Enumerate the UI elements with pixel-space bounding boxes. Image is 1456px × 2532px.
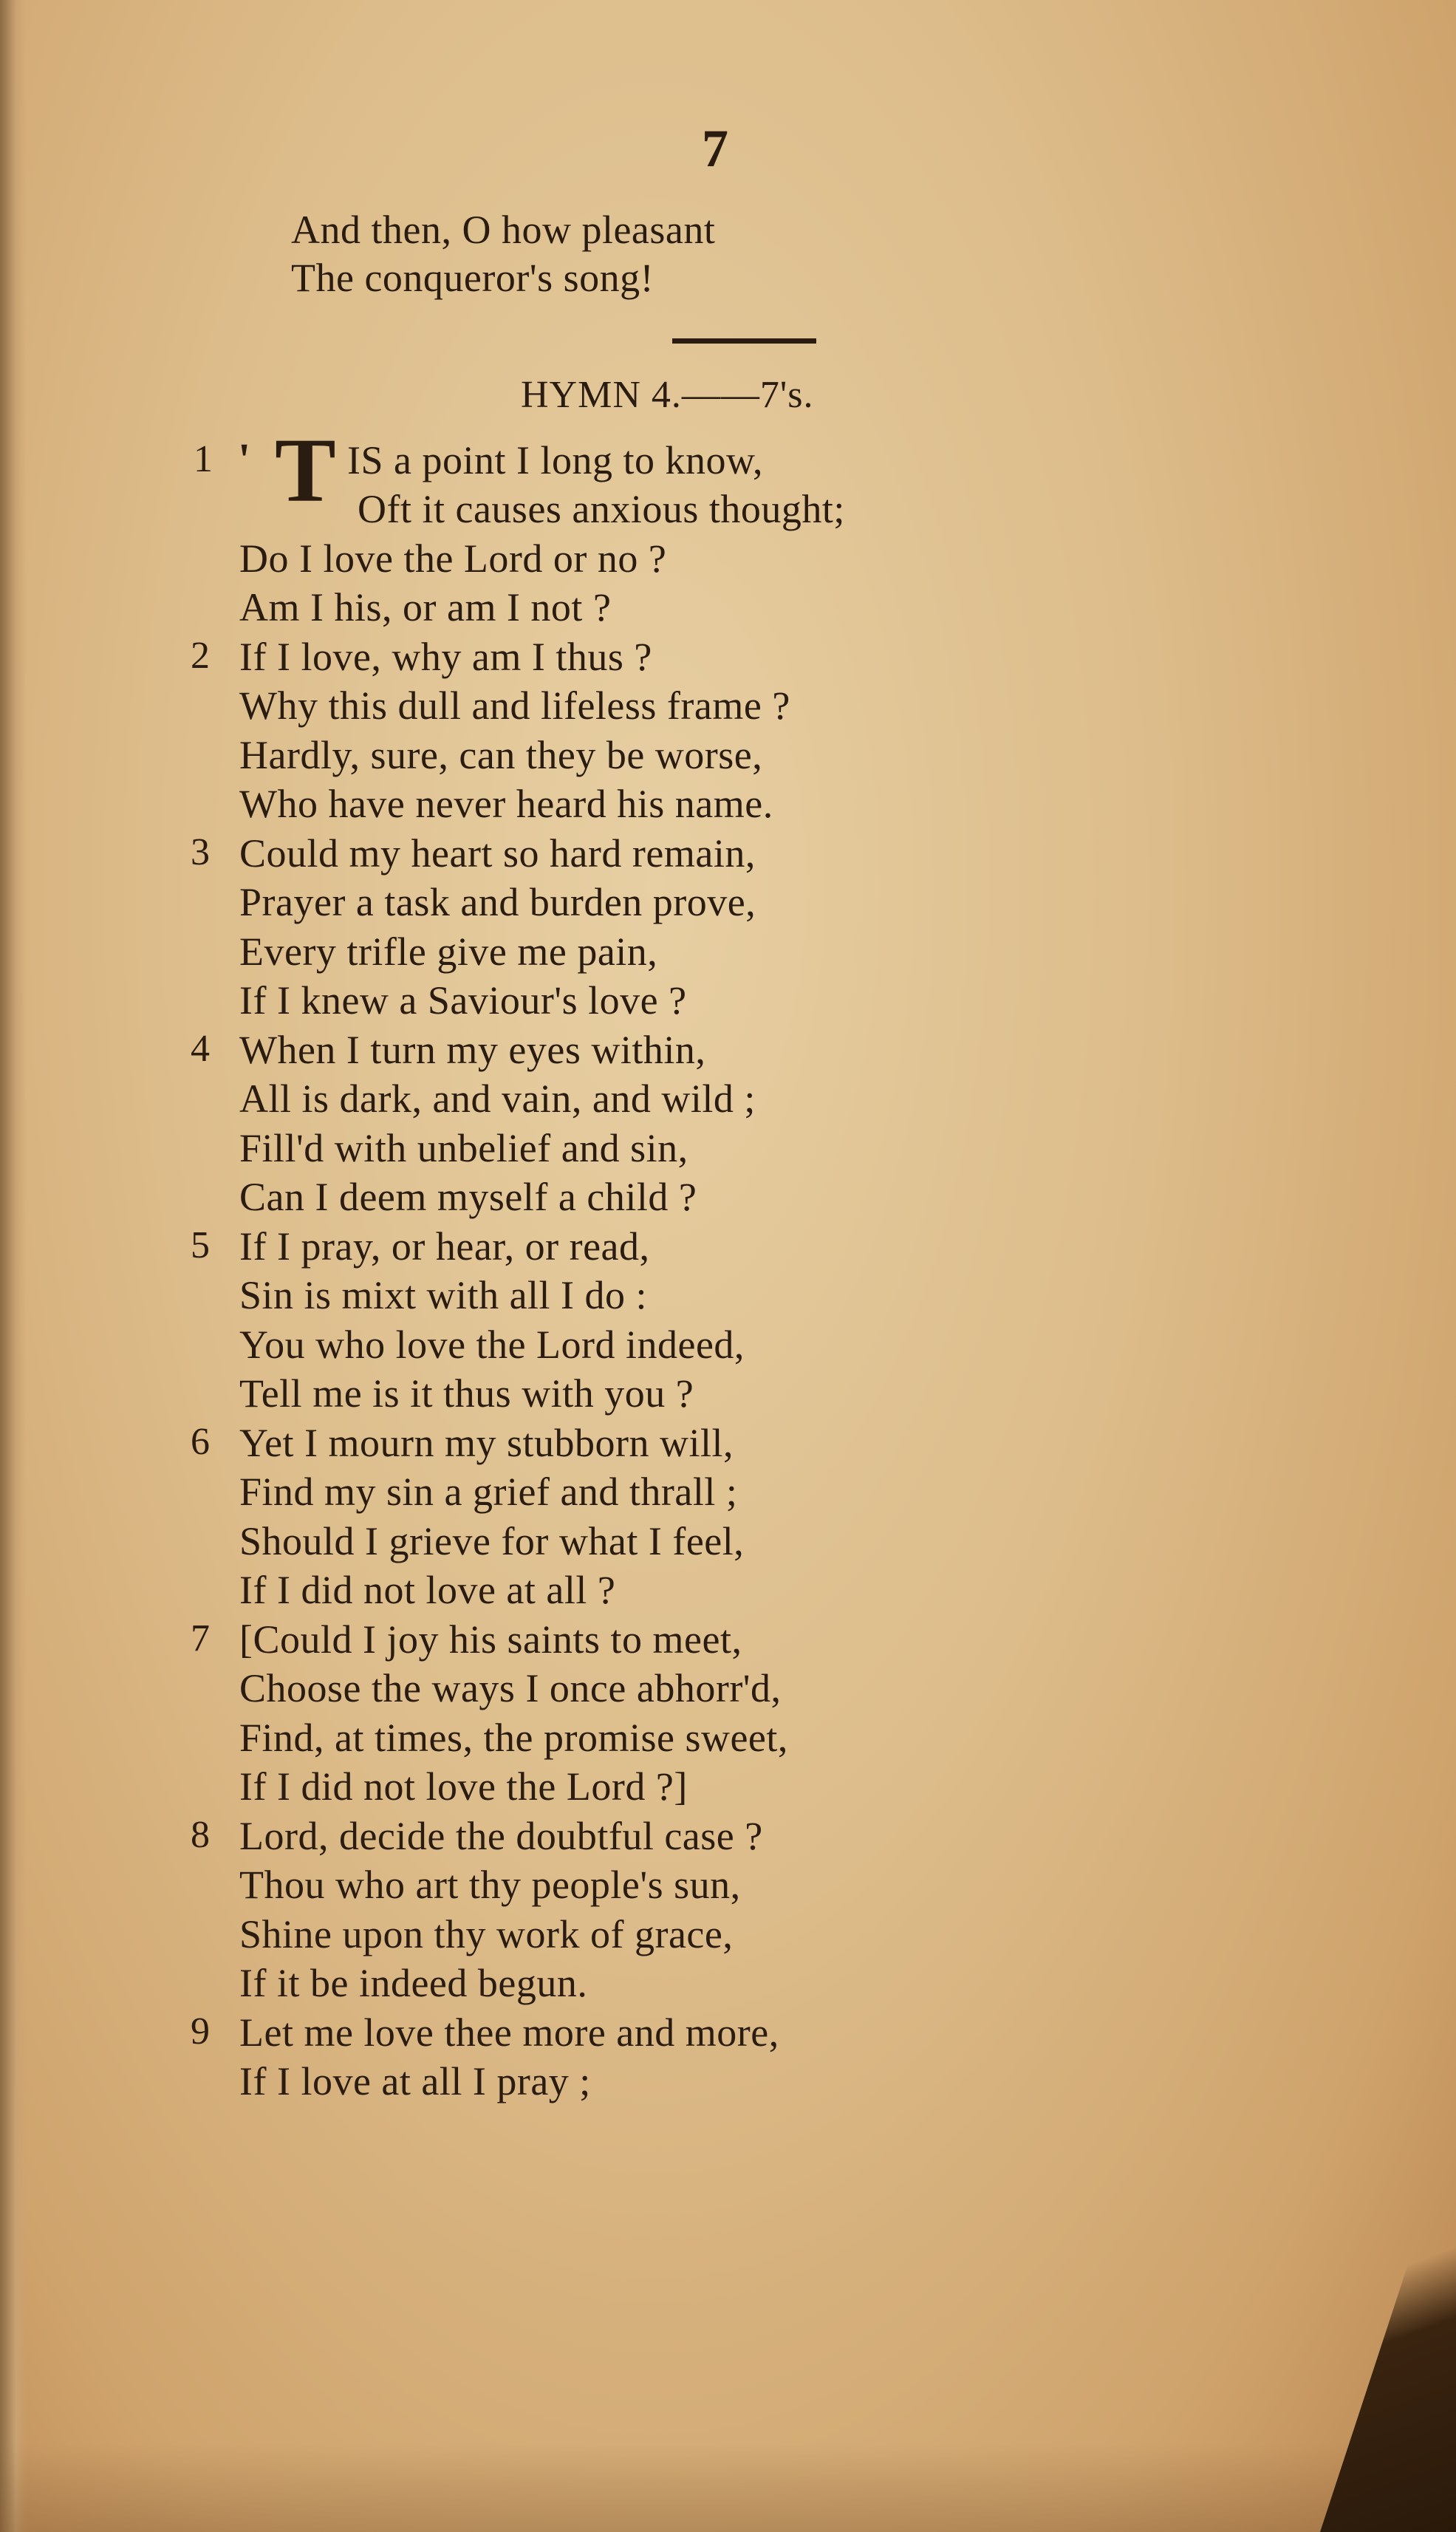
verse-4-line-3: Fill'd with unbelief and sin, [239, 1125, 688, 1170]
intro-line-2: The conqueror's song! [291, 256, 654, 300]
verse-2-line-1: If I love, why am I thus ? [239, 634, 652, 679]
hymn-title: HYMN 4.——7's. [521, 374, 814, 416]
verse-number-7: 7 [191, 1617, 210, 1659]
verse-number-4: 4 [191, 1027, 210, 1070]
verse-3-line-2: Prayer a task and burden prove, [239, 880, 756, 924]
verse-number-5: 5 [191, 1224, 210, 1266]
verse-3-line-3: Every trifle give me pain, [239, 929, 658, 974]
verse-3-line-4: If I knew a Saviour's love ? [239, 978, 687, 1023]
verse-9-line-2: If I love at all I pray ; [239, 2059, 591, 2103]
drop-cap-letter: T [275, 420, 336, 521]
verse-5-line-3: You who love the Lord indeed, [239, 1322, 745, 1367]
page-bottom-shade [0, 2443, 1456, 2532]
verse-1-line-4: Am I his, or am I not ? [239, 585, 612, 629]
verse-5-line-1: If I pray, or hear, or read, [239, 1224, 650, 1269]
verse-2-line-2: Why this dull and lifeless frame ? [239, 683, 790, 728]
page-number: 7 [702, 119, 728, 178]
verse-number-9: 9 [191, 2010, 210, 2052]
verse-6-line-1: Yet I mourn my stubborn will, [239, 1420, 734, 1465]
verse-1-line-2: Oft it causes anxious thought; [358, 487, 845, 531]
verse-5-line-4: Tell me is it thus with you ? [239, 1371, 694, 1416]
verse-7-line-1: [Could I joy his saints to meet, [239, 1617, 742, 1662]
verse-7-line-2: Choose the ways I once abhorr'd, [239, 1666, 782, 1710]
verse-number-2: 2 [191, 634, 210, 677]
verse-4-line-1: When I turn my eyes within, [239, 1027, 706, 1072]
verse-6-line-3: Should I grieve for what I feel, [239, 1518, 745, 1563]
verse-2-line-4: Who have never heard his name. [239, 782, 773, 826]
verse-number-6: 6 [191, 1420, 210, 1463]
verse-8-line-1: Lord, decide the doubtful case ? [239, 1813, 763, 1858]
verse-8-line-2: Thou who art thy people's sun, [239, 1863, 741, 1907]
verse-6-line-4: If I did not love at all ? [239, 1568, 616, 1612]
intro-line-1: And then, O how pleasant [291, 208, 716, 252]
verse-6-line-2: Find my sin a grief and thrall ; [239, 1470, 738, 1514]
verse-number-8: 8 [191, 1813, 210, 1856]
verse-8-line-4: If it be indeed begun. [239, 1961, 588, 2005]
page-edge-shadow [0, 0, 27, 2532]
verse-4-line-2: All is dark, and vain, and wild ; [239, 1076, 756, 1121]
verse-7-line-4: If I did not love the Lord ?] [239, 1764, 688, 1809]
verse-8-line-3: Shine upon thy work of grace, [239, 1911, 734, 1956]
verse-4-line-4: Can I deem myself a child ? [239, 1175, 697, 1219]
verse-number-3: 3 [191, 830, 210, 873]
verse-3-line-1: Could my heart so hard remain, [239, 830, 756, 876]
verse-1-line-3: Do I love the Lord or no ? [239, 536, 667, 581]
verse-2-line-3: Hardly, sure, can they be worse, [239, 732, 763, 777]
section-divider-rule [672, 338, 816, 344]
dropcap-apostrophe: ' [238, 435, 251, 485]
verse-5-line-2: Sin is mixt with all I do : [239, 1273, 648, 1317]
verse-7-line-3: Find, at times, the promise sweet, [239, 1715, 788, 1760]
verse-number-1: 1 [194, 438, 213, 480]
verse-1-line-1: IS a point I long to know, [347, 438, 763, 482]
verse-9-line-1: Let me love thee more and more, [239, 2010, 779, 2055]
